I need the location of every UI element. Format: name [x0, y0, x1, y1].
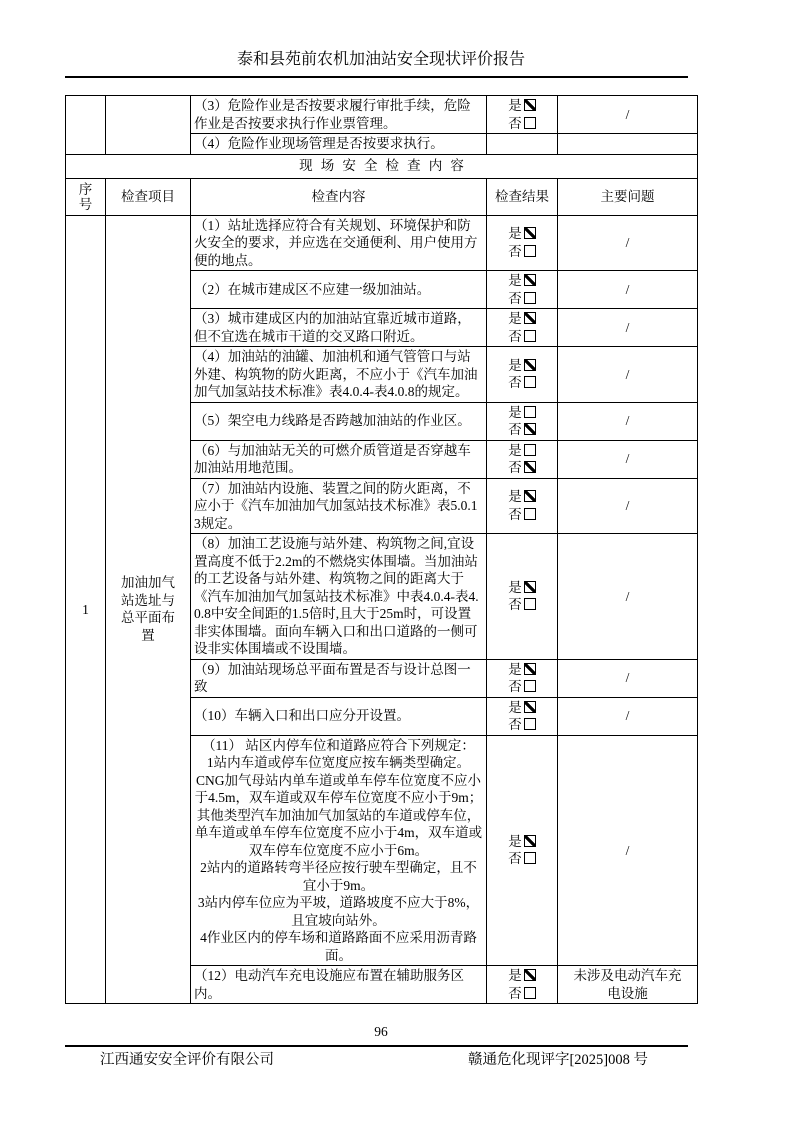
result-no-label: 否	[508, 328, 522, 344]
check-result-cell	[487, 215, 558, 271]
result-yes-line	[490, 579, 554, 597]
result-no-line	[490, 985, 554, 1003]
yes-checkbox-checked	[524, 312, 536, 324]
result-yes-label: 是	[508, 833, 522, 849]
main-problem-cell: /	[558, 347, 698, 403]
content-paragraph: （11） 站区内停车位和道路应符合下列规定：	[202, 737, 475, 753]
yes-checkbox-checked	[524, 274, 536, 286]
result-yes-label: 是	[508, 442, 522, 458]
no-checkbox	[524, 376, 536, 388]
header-problem: 主要问题	[558, 178, 698, 215]
result-yes-label: 是	[508, 311, 522, 326]
no-checkbox-checked	[524, 461, 536, 473]
carryover-no-cell	[66, 96, 106, 155]
main-problem-cell: /	[558, 534, 698, 660]
check-content-cell: （12）电动汽车充电设施应布置在辅助服务区内。	[191, 966, 487, 1004]
result-no-label: 否	[508, 375, 522, 391]
yes-checkbox-checked	[524, 359, 536, 371]
group-item-label: 加油加气站选址与总平面布置	[121, 575, 175, 643]
no-checkbox	[524, 292, 536, 304]
result-yes-label: 是	[508, 661, 522, 677]
page-content	[65, 0, 697, 1004]
result-yes-line	[490, 833, 554, 851]
result-yes-label: 是	[508, 226, 522, 242]
main-problem-cell: /	[558, 478, 698, 534]
result-yes-line	[490, 661, 554, 679]
result-yes-line	[490, 404, 554, 422]
result-yes-label: 是	[508, 699, 522, 715]
yes-checkbox-checked	[524, 663, 536, 675]
check-content-cell: （4）危险作业现场管理是否按要求执行。	[191, 134, 487, 155]
content-paragraph: CNG加气母站内单车道或单车停车位宽度不应小于4.5m，双车道或双车停车位宽度不应小于9m；其他类型汽车加油加气加氢站的车道或停车位，单车道或单车停车位宽度不应小于4m，双车道或双车停车位宽度不应小于6m。	[194, 772, 483, 858]
carryover-row	[66, 96, 698, 134]
yes-checkbox-checked	[524, 835, 536, 847]
footer-company: 江西通安安全评价有限公司	[100, 1052, 274, 1068]
result-no-line	[490, 596, 554, 614]
no-checkbox	[524, 598, 536, 610]
yes-checkbox	[524, 406, 536, 418]
safety-checklist-table	[65, 95, 698, 1004]
yes-checkbox-checked	[524, 969, 536, 981]
no-checkbox	[524, 508, 536, 520]
header-no-label: 序号	[78, 181, 93, 212]
group-no-cell: 1	[66, 215, 106, 1004]
result-yes-line	[490, 272, 554, 290]
no-checkbox	[524, 718, 536, 730]
result-yes-label: 是	[508, 98, 522, 113]
column-header-row	[66, 178, 698, 215]
result-no-line	[490, 716, 554, 734]
check-content-cell: （10）车辆入口和出口应分开设置。	[191, 697, 487, 735]
check-result-cell	[487, 697, 558, 735]
check-result-cell	[487, 659, 558, 697]
check-content-cell: （7）加油站内设施、装置之间的防火距离，不应小于《汽车加油加气加氢站技术标准》表5.0.13规定。	[191, 478, 487, 534]
result-yes-line	[490, 357, 554, 375]
yes-checkbox-checked	[524, 701, 536, 713]
check-result-cell	[487, 402, 558, 440]
check-result-cell	[487, 309, 558, 347]
result-no-label: 否	[508, 597, 522, 613]
result-no-label: 否	[508, 290, 522, 306]
check-result-cell	[487, 134, 558, 155]
content-paragraph: 2站内的道路转弯半径应按行驶车型确定，且不宜小于9m。	[200, 860, 477, 893]
yes-checkbox	[524, 444, 536, 456]
result-no-line	[490, 115, 554, 133]
check-result-cell	[487, 735, 558, 966]
carryover-item-cell	[106, 96, 191, 155]
main-problem-cell: /	[558, 402, 698, 440]
result-yes-line	[490, 97, 554, 115]
result-no-line	[490, 290, 554, 308]
header-content: 检查内容	[191, 178, 487, 215]
footer-doc-number: 赣通危化现评字[2025]008 号	[467, 1052, 648, 1068]
content-paragraph: 4作业区内的停车场和道路路面不应采用沥青路面。	[200, 930, 477, 963]
check-content-cell: （8）加油工艺设施与站外建、构筑物之间,宜设置高度不低于2.2m的不燃烧实体围墙。当加油站的工艺设备与站外建、构筑物之间的距离大于《汽车加油加气加氢站技术标准》中表4.0.4-表4.0.8中安全间距的1.5倍时,且大于25m时，可设置非实体围墙。面向车辆入口和出口道路的一侧可设非实体围墙或不设围墙。	[191, 534, 487, 660]
check-content-cell: （4）加油站的油罐、加油机和通气管管口与站外建、构筑物的防火距离，不应小于《汽车加油加气加氢站技术标准》表4.0.4-表4.0.8的规定。	[191, 347, 487, 403]
main-problem-cell: /	[558, 440, 698, 478]
result-yes-line	[490, 225, 554, 243]
check-content-cell: （5）架空电力线路是否跨越加油站的作业区。	[191, 402, 487, 440]
yes-checkbox-checked	[524, 227, 536, 239]
no-checkbox	[524, 680, 536, 692]
no-checkbox	[524, 245, 536, 257]
result-yes-label: 是	[508, 489, 522, 505]
result-no-line	[490, 328, 554, 346]
content-paragraph: 1站内车道或停车位宽度应按车辆类型确定。	[206, 755, 471, 770]
check-content-cell	[191, 735, 487, 966]
result-no-label: 否	[508, 717, 522, 732]
check-result-cell	[487, 966, 558, 1004]
result-no-line	[490, 421, 554, 439]
main-problem-cell: /	[558, 309, 698, 347]
result-no-line	[490, 850, 554, 868]
result-no-line	[490, 678, 554, 696]
result-no-line	[490, 374, 554, 392]
check-content-cell: （3）危险作业是否按要求履行审批手续，危险作业是否按要求执行作业票管理。	[191, 96, 487, 134]
section-banner: 现场安全检查内容	[66, 154, 698, 178]
header-item: 检查项目	[106, 178, 191, 215]
main-problem-cell: /	[558, 697, 698, 735]
result-no-line	[490, 506, 554, 524]
result-no-label: 否	[508, 115, 522, 131]
check-content-cell: （1）站址选择应符合有关规划、环境保护和防火安全的要求，并应选在交通便利、用户使用方便的地点。	[191, 215, 487, 271]
header-result: 检查结果	[487, 178, 558, 215]
content-paragraph: 3站内停车位应为平坡，道路坡度不应大于8%，且宜坡向站外。	[197, 895, 480, 928]
main-problem-cell: /	[558, 735, 698, 966]
no-checkbox	[524, 987, 536, 999]
check-result-cell	[487, 96, 558, 134]
header-rule	[65, 76, 688, 78]
main-problem-cell: /	[558, 271, 698, 309]
no-checkbox-checked	[524, 423, 536, 435]
result-no-line	[490, 459, 554, 477]
main-problem-cell	[558, 134, 698, 155]
page-number: 96	[374, 1024, 388, 1039]
check-content-cell: （9）加油站现场总平面布置是否与设计总图一致	[191, 659, 487, 697]
main-problem-cell: /	[558, 659, 698, 697]
result-no-label: 否	[508, 679, 522, 694]
no-checkbox	[524, 852, 536, 864]
result-yes-label: 是	[508, 357, 522, 373]
result-yes-label: 是	[508, 404, 522, 420]
result-yes-line	[490, 488, 554, 506]
result-no-label: 否	[508, 460, 522, 475]
result-no-label: 否	[508, 851, 522, 867]
result-no-line	[490, 243, 554, 261]
main-problem-cell: 未涉及电动汽车充电设施	[558, 966, 698, 1004]
footer-rule	[65, 1045, 688, 1047]
result-no-label: 否	[508, 243, 522, 259]
main-problem-cell: /	[558, 215, 698, 271]
page-footer	[65, 1050, 688, 1070]
yes-checkbox-checked	[524, 490, 536, 502]
table-row	[66, 215, 698, 271]
page-title: 泰和县苑前农机加油站安全现状评价报告	[236, 51, 525, 68]
check-result-cell	[487, 271, 558, 309]
result-yes-label: 是	[508, 273, 522, 288]
result-yes-line	[490, 967, 554, 985]
result-yes-line	[490, 310, 554, 328]
check-result-cell	[487, 347, 558, 403]
section-banner-row	[66, 154, 698, 178]
check-content-cell: （3）城市建成区内的加油站宜靠近城市道路，但不宜选在城市干道的交叉路口附近。	[191, 309, 487, 347]
group-item-cell	[106, 215, 191, 1004]
result-no-label: 否	[508, 422, 522, 437]
result-no-label: 否	[508, 506, 522, 522]
no-checkbox	[524, 330, 536, 342]
result-yes-label: 是	[508, 968, 522, 983]
main-problem-cell: /	[558, 96, 698, 134]
check-content-cell: （2）在城市建成区不应建一级加油站。	[191, 271, 487, 309]
result-yes-line	[490, 699, 554, 717]
check-content-cell: （6）与加油站无关的可燃介质管道是否穿越车加油站用地范围。	[191, 440, 487, 478]
header-no	[66, 178, 106, 215]
yes-checkbox-checked	[524, 581, 536, 593]
check-result-cell	[487, 478, 558, 534]
result-yes-label: 是	[508, 579, 522, 595]
result-yes-line	[490, 442, 554, 460]
yes-checkbox-checked	[524, 99, 536, 111]
check-result-cell	[487, 534, 558, 660]
no-checkbox	[524, 117, 536, 129]
check-result-cell	[487, 440, 558, 478]
result-no-label: 否	[508, 985, 522, 1001]
